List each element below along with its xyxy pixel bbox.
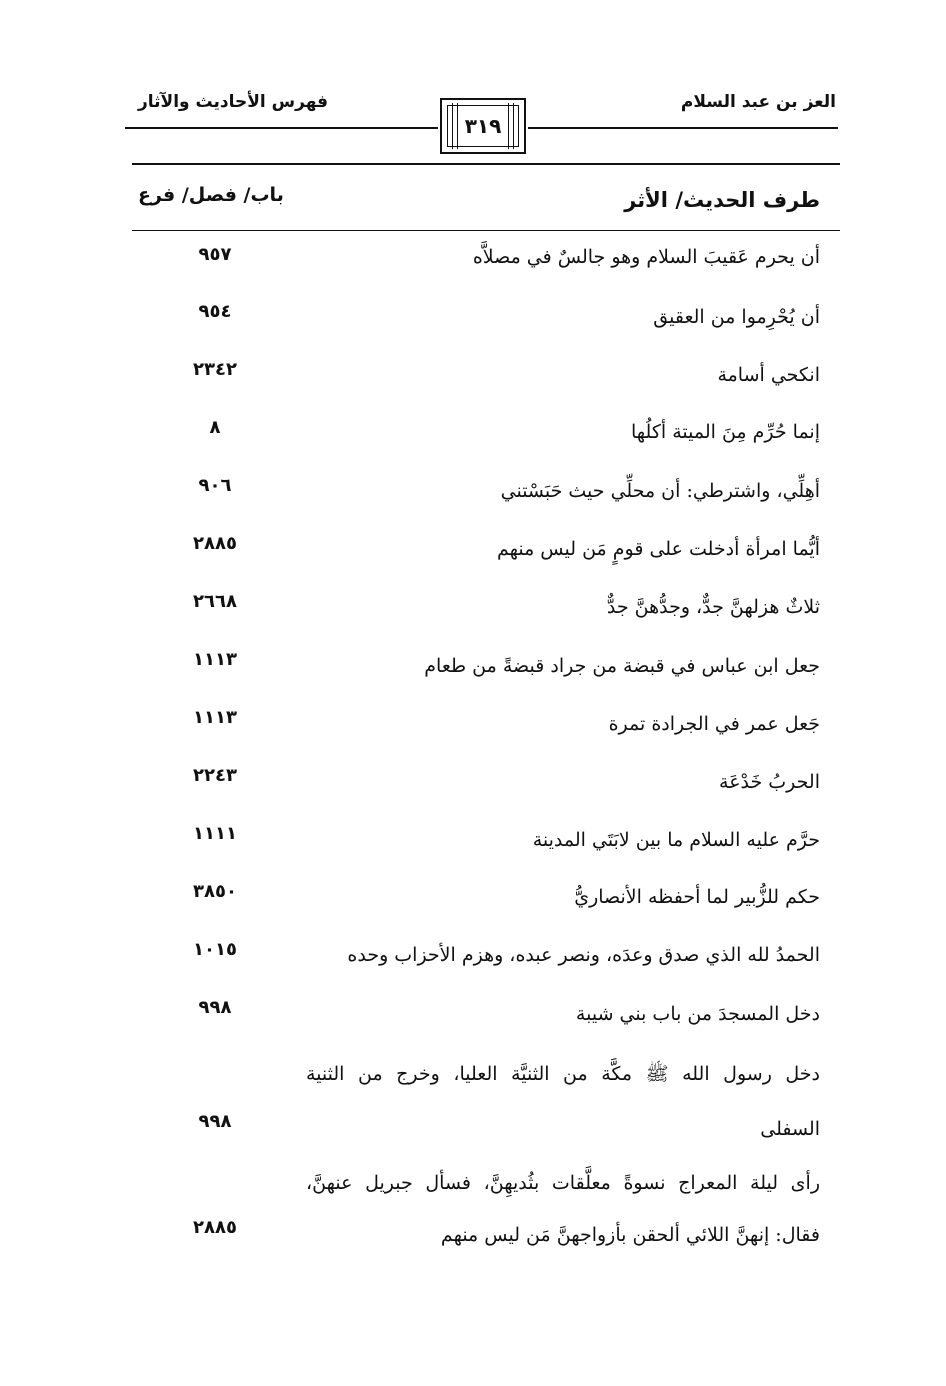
entry-text: انكحي أسامة <box>717 364 820 386</box>
entry-text-continuation: فقال: إنهنَّ اللائي ألحقن بأزواجهنَّ مَن ليس منهم <box>440 1224 820 1246</box>
entry-text: حكم للزُّبير لما أحفظه الأنصاريُّ <box>574 886 820 908</box>
entry-reference: ٢٣٤٢ <box>193 359 237 380</box>
header-rule-left <box>125 127 438 129</box>
entry-reference: ١١١١ <box>193 823 237 844</box>
entry-reference: ٣٨٥٠ <box>193 881 237 902</box>
entry-text: أهِلِّي، واشترطي: أن محلِّي حيث حَبَسْتني <box>500 480 820 502</box>
entry-text: جَعل عمر في الجرادة تمرة <box>608 713 820 735</box>
entry-text: جعل ابن عباس في قبضة من جراد قبضةً من طعام <box>424 655 820 677</box>
entry-reference: ٩٥٤ <box>198 301 232 322</box>
entry-text: ثلاثٌ هزلهنَّ جدٌّ، وجدُّهنَّ جدٌّ <box>606 596 820 618</box>
entry-reference: ٢٨٨٥ <box>193 1217 237 1238</box>
entry-reference: ٩٩٨ <box>198 997 232 1018</box>
entry-text: أن يُحْرِموا من العقيق <box>653 306 820 328</box>
entry-reference: ٢٦٦٨ <box>193 591 237 612</box>
entry-reference: ٩٥٧ <box>198 244 232 265</box>
entry-reference: ١١١٣ <box>193 707 237 728</box>
entry-reference: ٩٩٨ <box>198 1111 232 1132</box>
entry-reference: ٢٢٤٣ <box>193 765 237 786</box>
page-number: ٣١٩ <box>447 105 519 147</box>
entry-text-continuation: السفلى <box>760 1118 820 1140</box>
entry-text: دخل رسول الله ﷺ مكَّة من الثنيَّة العليا، وخرج من الثنية <box>306 1063 820 1085</box>
running-title-author: العز بن عبد السلام <box>680 92 836 112</box>
entry-reference: ١٠١٥ <box>193 939 237 960</box>
entry-reference: ٩٠٦ <box>198 475 232 496</box>
running-title-section: فهرس الأحاديث والآثار <box>138 92 329 112</box>
entry-reference: ١١١٣ <box>193 649 237 670</box>
entry-text: الحمدُ لله الذي صدق وعدَه، ونصر عبده، وهزم الأحزاب وحده <box>347 944 820 966</box>
column-head-hadith: طرف الحديث/ الأثر <box>624 188 820 212</box>
column-head-divider <box>132 230 840 231</box>
entry-text: الحربُ خَدْعَة <box>719 771 820 793</box>
column-head-reference: باب/ فصل/ فرع <box>138 184 284 206</box>
header-rule-right <box>528 127 838 129</box>
entry-reference: ٨ <box>209 417 221 438</box>
entry-text: أن يحرم عَقيبَ السلام وهو جالسٌ في مصلاَّه <box>472 246 820 268</box>
entry-reference: ٢٨٨٥ <box>193 533 237 554</box>
entry-text: رأى ليلة المعراج نسوةً معلَّقات بثُديهِنَّ، فسأل جبريل عنهنَّ، <box>306 1172 820 1194</box>
page-number-frame <box>440 98 526 154</box>
entry-text: دخل المسجدَ من باب بني شيبة <box>575 1003 820 1025</box>
entry-text: أيُّما امرأة أدخلت على قومٍ مَن ليس منهم <box>496 538 820 560</box>
entry-text: حرَّم عليه السلام ما بين لابَتَي المدينة <box>532 829 820 851</box>
entry-text: إنما حُرِّم مِنَ الميتة أكلُها <box>631 421 820 443</box>
header-divider <box>132 163 840 165</box>
